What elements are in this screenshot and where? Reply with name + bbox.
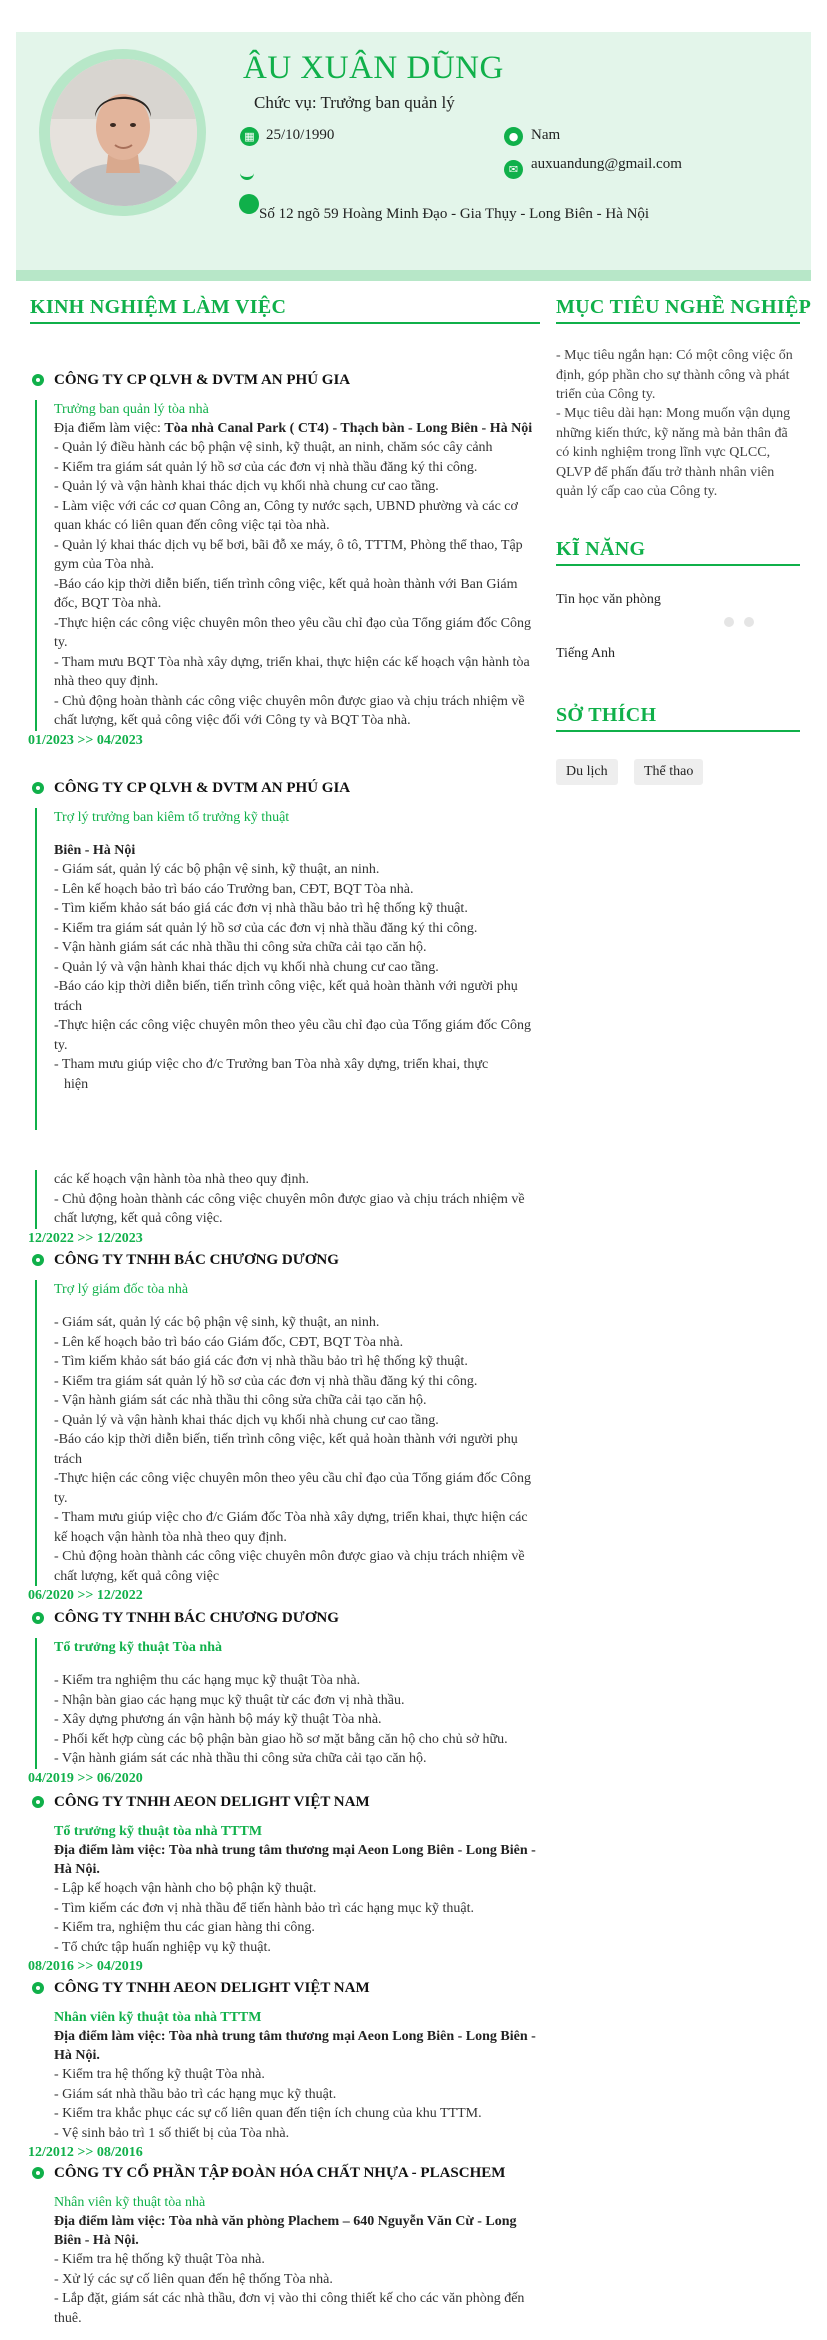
job-duty: - Lên kế hoạch bảo trì báo cáo Giám đốc, CĐT, BQT Tòa nhà.: [54, 1334, 404, 1350]
job-workplace: Biên - Hà Nội: [54, 843, 136, 858]
job-duty: - Giám sát nhà thầu bảo trì các hạng mục kỹ thuật.: [54, 2086, 337, 2102]
job-details: [35, 2193, 540, 2328]
job-role: Nhân viên kỹ thuật tòa nhà TTTM: [54, 2010, 262, 2025]
job-duty: - Kiểm tra giám sát quản lý hồ sơ của các đơn vị nhà thầu đăng ký thi công.: [54, 459, 478, 475]
company-bullet-icon: [32, 782, 44, 794]
job-details: [35, 400, 540, 731]
job-duty: - Tham mưu giúp việc cho đ/c Trưởng ban Tòa nhà xây dựng, triển khai, thực: [54, 1057, 489, 1072]
avatar-photo: [50, 59, 197, 206]
skill-item: Tiếng Anh: [556, 646, 616, 661]
job-duty: - Làm việc với các cơ quan Công an, Công ty nước sạch, UBND phường và các cơ quan khác có liên quan đến công việc tại tòa nhà.: [54, 498, 518, 533]
job-duty: - Quản lý và vận hành khai thác dịch vụ khối nhà chung cư cao tầng.: [54, 1412, 439, 1428]
job-duty: - Chủ động hoàn thành các công việc chuyên môn được giao và chịu trách nhiệm về chất lượng, kết quả công việc.: [54, 1191, 525, 1226]
job-entry-7: [30, 2163, 540, 2328]
job-duty: - Vệ sinh bảo trì 1 số thiết bị của Tòa nhà.: [54, 2125, 290, 2141]
job-duty: -Báo cáo kịp thời diễn biến, tiến trình công việc, kết quả hoàn thành với người phụ trách: [54, 979, 518, 1014]
job-period: 06/2020 >> 12/2022: [28, 1588, 143, 1603]
job-duty: - Quản lý khai thác dịch vụ bể bơi, bãi đỗ xe máy, ô tô, TTTM, Phòng thể thao, Tập gym của Tòa nhà.: [54, 537, 523, 572]
job-duty: -Báo cáo kịp thời diễn biến, tiến trình công việc, kết quả hoàn thành với Ban Giám đốc, BQT Tòa nhà.: [54, 576, 518, 611]
hobby-tag: Thể thao: [634, 759, 703, 785]
job-duty: - Tổ chức tập huấn nghiệp vụ kỹ thuật.: [54, 1939, 271, 1955]
skills-title-underline: [556, 564, 800, 566]
job-details: [35, 808, 540, 1130]
job-duty: - Lập kế hoạch vận hành cho bộ phận kỹ thuật.: [54, 1881, 317, 1896]
job-company: CÔNG TY CP QLVH & DVTM AN PHÚ GIA: [30, 370, 540, 390]
objective-short-term: - Mục tiêu ngắn hạn: Có một công việc ổn định, góp phần cho sự thành công và phát triển của Công ty.: [556, 348, 793, 402]
objective-long-term: - Mục tiêu dài hạn: Mong muốn vận dụng những kiến thức, kỹ năng mà bản thân đã có kinh nghiệm trong lĩnh vực QLCC, QLVP để phấn đấu trở thành nhân viên quản lý cấp cao của Công ty.: [556, 406, 791, 499]
job-duty: -Báo cáo kịp thời diễn biến, tiến trình công việc, kết quả hoàn thành với người phụ trách: [54, 1432, 518, 1467]
birthdate: 25/10/1990: [266, 127, 335, 143]
hobbies-title-underline: [556, 730, 800, 732]
job-duty: - Phối kết hợp cùng các bộ phận bàn giao hồ sơ mặt bằng căn hộ cho chủ sở hữu.: [54, 1731, 508, 1747]
job-duty: - Vận hành giám sát các nhà thầu thi công sửa chữa cải tạo căn hộ.: [54, 940, 427, 955]
job-details: [35, 1638, 540, 1769]
calendar-icon: ▦: [240, 127, 259, 146]
job-entry-2: [30, 778, 540, 1130]
job-workplace: Địa điểm làm việc: Tòa nhà trung tâm thương mại Aeon Long Biên - Long Biên - Hà Nội.: [54, 1843, 536, 1877]
job-role: Tổ trưởng kỹ thuật Tòa nhà: [54, 1640, 222, 1655]
job-entry-4: [30, 1608, 540, 1789]
person-icon: ●: [504, 127, 523, 146]
job-duty: - Xử lý các sự cố liên quan đến hệ thống Tòa nhà.: [54, 2271, 333, 2287]
avatar: [50, 59, 197, 206]
company-bullet-icon: [32, 374, 44, 386]
job-duty: - Tham mưu BQT Tòa nhà xây dựng, triển khai, thực hiện các kế hoạch vận hành tòa nhà theo quy định.: [54, 654, 530, 689]
objective-title-underline: [556, 322, 800, 324]
job-duty: - Kiểm tra hệ thống kỹ thuật Tòa nhà.: [54, 2252, 265, 2267]
job-role: Tổ trưởng kỹ thuật tòa nhà TTTM: [54, 1824, 263, 1839]
company-bullet-icon: [32, 1612, 44, 1624]
job-company: CÔNG TY CP QLVH & DVTM AN PHÚ GIA: [30, 778, 540, 798]
job-duty: - Vận hành giám sát các nhà thầu thi công sửa chữa cải tạo căn hộ.: [54, 1393, 427, 1408]
job-period: 08/2016 >> 04/2019: [28, 1959, 143, 1974]
job-entry-5: [30, 1792, 540, 1977]
job-duty: - Kiểm tra khắc phục các sự cố liên quan đến tiện ích chung của khu TTTM.: [54, 2106, 482, 2121]
company-bullet-icon: [32, 2167, 44, 2179]
candidate-position: Chức vụ: Trưởng ban quản lý: [254, 93, 455, 112]
job-period: 12/2012 >> 08/2016: [28, 2145, 143, 2160]
skill-item: Tin học văn phòng: [556, 592, 661, 607]
job-role: Trưởng ban quản lý tòa nhà: [54, 402, 209, 417]
job-duty: - Tham mưu giúp việc cho đ/c Giám đốc Tòa nhà xây dựng, triển khai, thực hiện các kế hoạch vận hành tòa nhà theo quy định.: [54, 1510, 528, 1545]
job-duty: - Kiểm tra giám sát quản lý hồ sơ của các đơn vị nhà thầu đăng ký thi công.: [54, 920, 478, 936]
job-role: Nhân viên kỹ thuật tòa nhà: [54, 2195, 206, 2210]
objective-section-title: MỤC TIÊU NGHỀ NGHIỆP: [556, 296, 812, 318]
job-duty: - Tìm kiếm các đơn vị nhà thầu để tiến hành bảo trì các hạng mục kỹ thuật.: [54, 1900, 475, 1916]
job-duty: - Tìm kiếm khảo sát báo giá các đơn vị nhà thầu bảo trì hệ thống kỹ thuật.: [54, 901, 468, 916]
company-bullet-icon: [32, 1796, 44, 1808]
job-duty: hiện: [64, 1076, 89, 1092]
job-company: CÔNG TY TNHH AEON DELIGHT VIỆT NAM: [30, 1978, 540, 1998]
skill-rating-dot: [744, 617, 754, 627]
skills-section-title: KĨ NĂNG: [556, 538, 646, 560]
job-duty: - Lên kế hoạch bảo trì báo cáo Trưởng ban, CĐT, BQT Tòa nhà.: [54, 881, 414, 897]
job-duty: - Vận hành giám sát các nhà thầu thi công sửa chữa cải tạo căn hộ.: [54, 1751, 427, 1766]
job-duty: - Giám sát, quản lý các bộ phận vệ sinh, kỹ thuật, an ninh.: [54, 862, 380, 877]
job-period: 01/2023 >> 04/2023: [28, 732, 143, 748]
gender: Nam: [531, 127, 561, 143]
experience-title-underline: [30, 322, 540, 324]
job-duty: - Chủ động hoàn thành các công việc chuyên môn được giao và chịu trách nhiệm về chất lượng, kết quả công việc: [54, 1549, 525, 1584]
skill-rating-dot: [724, 617, 734, 627]
job-duty: - Nhận bàn giao các hạng mục kỹ thuật từ các đơn vị nhà thầu.: [54, 1692, 405, 1708]
job-duty: - Quản lý và vận hành khai thác dịch vụ khối nhà chung cư cao tầng.: [54, 479, 439, 494]
job-entry-2-continued: [30, 1170, 540, 1249]
job-entry-6: [30, 1978, 540, 2163]
job-duty: -Thực hiện các công việc chuyên môn theo yêu cầu chỉ đạo của Tổng giám đốc Công ty.: [54, 615, 531, 650]
email-icon: ✉: [504, 160, 523, 179]
candidate-name: ÂU XUÂN DŨNG: [243, 50, 504, 86]
job-duty: - Kiểm tra giám sát quản lý hồ sơ của các đơn vị nhà thầu đăng ký thi công.: [54, 1373, 478, 1389]
job-duty: các kế hoạch vận hành tòa nhà theo quy định.: [54, 1172, 310, 1187]
job-role: Trợ lý giám đốc tòa nhà: [54, 1282, 189, 1297]
job-entry-1: [30, 370, 540, 751]
job-workplace: Địa điểm làm việc: Tòa nhà văn phòng Plachem – 640 Nguyễn Văn Cừ - Long Biên - Hà Nội.: [54, 2214, 517, 2248]
job-duty: -Thực hiện các công việc chuyên môn theo yêu cầu chỉ đạo của Tổng giám đốc Công ty.: [54, 1018, 531, 1053]
job-details: [35, 1170, 540, 1229]
job-duty: - Tìm kiếm khảo sát báo giá các đơn vị nhà thầu bảo trì hệ thống kỹ thuật.: [54, 1354, 468, 1369]
job-period: 12/2022 >> 12/2023: [28, 1230, 143, 1246]
company-bullet-icon: [32, 1982, 44, 1994]
job-workplace: Địa điểm làm việc: Tòa nhà Canal Park ( CT4) - Thạch bàn - Long Biên - Hà Nội: [54, 421, 533, 436]
email[interactable]: auxuandung@gmail.com: [531, 156, 682, 172]
job-duty: - Kiểm tra nghiệm thu các hạng mục kỹ thuật Tòa nhà.: [54, 1673, 361, 1688]
job-duty: - Chủ động hoàn thành các công việc chuyên môn được giao và chịu trách nhiệm về chất lượng, kết quả công việc đối với Công ty và BQT Tòa nhà.: [54, 693, 525, 728]
job-company: CÔNG TY TNHH AEON DELIGHT VIỆT NAM: [30, 1792, 540, 1812]
location-icon: [239, 194, 259, 214]
job-details: [35, 1280, 540, 1586]
job-workplace: Địa điểm làm việc: Tòa nhà trung tâm thương mại Aeon Long Biên - Long Biên - Hà Nội.: [54, 2029, 536, 2063]
job-company: CÔNG TY CỔ PHẦN TẬP ĐOÀN HÓA CHẤT NHỰA - PLASCHEM: [30, 2163, 540, 2183]
company-bullet-icon: [32, 1254, 44, 1266]
job-duty: - Xây dựng phương án vận hành bộ máy kỹ thuật Tòa nhà.: [54, 1712, 382, 1727]
job-period: 04/2019 >> 06/2020: [28, 1770, 143, 1786]
job-entry-3: [30, 1250, 540, 1606]
job-details: [35, 1822, 540, 1957]
hobbies-section-title: SỞ THÍCH: [556, 704, 657, 726]
job-company: CÔNG TY TNHH BÁC CHƯƠNG DƯƠNG: [30, 1250, 540, 1270]
hobby-tag: Du lịch: [556, 759, 618, 785]
job-duty: - Quản lý và vận hành khai thác dịch vụ khối nhà chung cư cao tầng.: [54, 959, 439, 975]
address: Số 12 ngõ 59 Hoàng Minh Đạo - Gia Thụy - Long Biên - Hà Nội: [259, 206, 650, 222]
job-duty: - Quản lý điều hành các bộ phận vệ sinh, kỹ thuật, an ninh, chăm sóc cây cảnh: [54, 440, 493, 455]
job-role: Trợ lý trưởng ban kiêm tổ trưởng kỹ thuật: [54, 810, 290, 825]
job-duty: - Kiểm tra, nghiệm thu các gian hàng thi công.: [54, 1920, 315, 1935]
header-divider: [16, 270, 811, 281]
job-duty: - Giám sát, quản lý các bộ phận vệ sinh, kỹ thuật, an ninh.: [54, 1315, 380, 1330]
job-duty: -Thực hiện các công việc chuyên môn theo yêu cầu chỉ đạo của Tổng giám đốc Công ty.: [54, 1471, 531, 1506]
job-duty: - Kiểm tra hệ thống kỹ thuật Tòa nhà.: [54, 2067, 265, 2082]
job-company: CÔNG TY TNHH BÁC CHƯƠNG DƯƠNG: [30, 1608, 540, 1628]
job-duty: - Lắp đặt, giám sát các nhà thầu, đơn vị vào thi công thiết kế cho các văn phòng đến thuê.: [54, 2291, 525, 2326]
experience-section-title: KINH NGHIỆM LÀM VIỆC: [30, 296, 287, 318]
job-details: [35, 2008, 540, 2143]
